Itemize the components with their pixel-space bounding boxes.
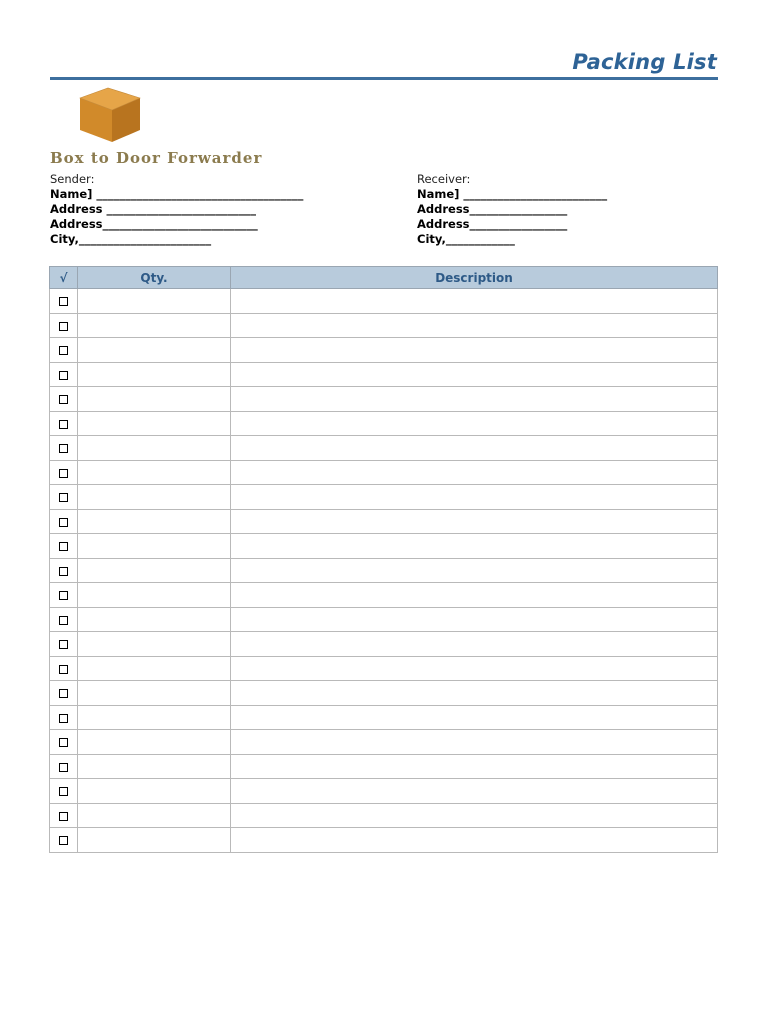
sender-heading: Sender:: [50, 172, 95, 186]
table-row: [50, 362, 718, 387]
qty-cell[interactable]: [78, 362, 231, 387]
description-cell[interactable]: [231, 607, 718, 632]
description-cell[interactable]: [231, 534, 718, 559]
table-row: [50, 656, 718, 681]
checkbox[interactable]: [59, 493, 68, 502]
description-cell[interactable]: [231, 656, 718, 681]
table-row: [50, 436, 718, 461]
description-cell[interactable]: [231, 828, 718, 853]
description-cell[interactable]: [231, 558, 718, 583]
checkbox[interactable]: [59, 395, 68, 404]
description-cell[interactable]: [231, 362, 718, 387]
table-row: [50, 779, 718, 804]
check-cell: [50, 583, 78, 608]
checkbox[interactable]: [59, 420, 68, 429]
table-row: [50, 338, 718, 363]
table-row: [50, 730, 718, 755]
qty-cell[interactable]: [78, 460, 231, 485]
description-cell[interactable]: [231, 387, 718, 412]
checkbox[interactable]: [59, 444, 68, 453]
qty-cell[interactable]: [78, 436, 231, 461]
description-cell[interactable]: [231, 730, 718, 755]
description-cell[interactable]: [231, 485, 718, 510]
checkbox[interactable]: [59, 371, 68, 380]
table-row: [50, 607, 718, 632]
checkbox[interactable]: [59, 542, 68, 551]
qty-cell[interactable]: [78, 607, 231, 632]
checkbox[interactable]: [59, 689, 68, 698]
description-cell[interactable]: [231, 583, 718, 608]
description-cell[interactable]: [231, 460, 718, 485]
sender-block: [50, 172, 303, 247]
check-cell: [50, 730, 78, 755]
qty-cell[interactable]: [78, 313, 231, 338]
qty-cell[interactable]: [78, 338, 231, 363]
checkbox[interactable]: [59, 836, 68, 845]
table-row: [50, 313, 718, 338]
description-cell[interactable]: [231, 509, 718, 534]
table-row: [50, 509, 718, 534]
check-cell: [50, 534, 78, 559]
receiver-block: [417, 172, 607, 247]
description-cell[interactable]: [231, 289, 718, 314]
checkbox[interactable]: [59, 616, 68, 625]
cardboard-box-icon: [78, 86, 142, 144]
description-cell[interactable]: [231, 436, 718, 461]
qty-cell[interactable]: [78, 583, 231, 608]
sender-address-field-2[interactable]: Address___________________________: [50, 217, 258, 231]
check-cell: [50, 313, 78, 338]
table-row: [50, 485, 718, 510]
sender-address-field-1[interactable]: Address __________________________: [50, 202, 257, 216]
page-title: Packing List: [572, 50, 717, 74]
check-cell: [50, 705, 78, 730]
check-cell: [50, 632, 78, 657]
qty-cell[interactable]: [78, 509, 231, 534]
qty-cell[interactable]: [78, 411, 231, 436]
check-cell: [50, 828, 78, 853]
sender-name-field[interactable]: Name] ____________________________________: [50, 187, 304, 201]
check-cell: [50, 607, 78, 632]
receiver-heading: Receiver:: [417, 172, 471, 186]
qty-cell[interactable]: [78, 387, 231, 412]
description-cell[interactable]: [231, 803, 718, 828]
check-cell: [50, 509, 78, 534]
description-cell[interactable]: [231, 338, 718, 363]
table-row: [50, 754, 718, 779]
table-row: [50, 558, 718, 583]
sender-city-field[interactable]: City,_______________________: [50, 232, 212, 246]
checkbox[interactable]: [59, 591, 68, 600]
table-row: [50, 460, 718, 485]
table-row: [50, 681, 718, 706]
checkbox[interactable]: [59, 714, 68, 723]
description-column-header: Description: [231, 267, 718, 289]
table-row: [50, 803, 718, 828]
receiver-city-field[interactable]: City,____________: [417, 232, 515, 246]
table-row: [50, 411, 718, 436]
checkbox[interactable]: [59, 812, 68, 821]
checkbox[interactable]: [59, 640, 68, 649]
description-cell[interactable]: [231, 681, 718, 706]
checkbox[interactable]: [59, 518, 68, 527]
qty-cell[interactable]: [78, 828, 231, 853]
check-cell: [50, 558, 78, 583]
qty-cell[interactable]: [78, 485, 231, 510]
check-column-header: √: [50, 267, 78, 289]
packing-table: [49, 266, 718, 853]
checkbox[interactable]: [59, 567, 68, 576]
table-row: [50, 583, 718, 608]
check-cell: [50, 754, 78, 779]
description-cell[interactable]: [231, 779, 718, 804]
checkbox[interactable]: [59, 738, 68, 747]
check-cell: [50, 681, 78, 706]
check-cell: [50, 289, 78, 314]
description-cell[interactable]: [231, 313, 718, 338]
checkbox[interactable]: [59, 469, 68, 478]
checkbox[interactable]: [59, 346, 68, 355]
check-cell: [50, 485, 78, 510]
check-cell: [50, 460, 78, 485]
qty-cell[interactable]: [78, 803, 231, 828]
qty-cell[interactable]: [78, 779, 231, 804]
qty-cell[interactable]: [78, 705, 231, 730]
checkbox[interactable]: [59, 665, 68, 674]
receiver-address-field-1[interactable]: Address_________________: [417, 202, 568, 216]
qty-cell[interactable]: [78, 558, 231, 583]
check-cell: [50, 338, 78, 363]
table-row: [50, 387, 718, 412]
description-cell[interactable]: [231, 411, 718, 436]
table-row: [50, 828, 718, 853]
table-row: [50, 632, 718, 657]
receiver-name-field[interactable]: Name] _________________________: [417, 187, 608, 201]
check-cell: [50, 411, 78, 436]
check-cell: [50, 436, 78, 461]
checkbox[interactable]: [59, 322, 68, 331]
checkbox[interactable]: [59, 763, 68, 772]
qty-cell[interactable]: [78, 289, 231, 314]
description-cell[interactable]: [231, 754, 718, 779]
description-cell[interactable]: [231, 632, 718, 657]
checkbox[interactable]: [59, 787, 68, 796]
receiver-address-field-2[interactable]: Address_________________: [417, 217, 568, 231]
check-cell: [50, 803, 78, 828]
company-name: Box to Door Forwarder: [50, 149, 263, 167]
check-cell: [50, 362, 78, 387]
qty-cell[interactable]: [78, 656, 231, 681]
check-cell: [50, 779, 78, 804]
table-header-row: [50, 267, 718, 289]
description-cell[interactable]: [231, 705, 718, 730]
qty-cell[interactable]: [78, 534, 231, 559]
qty-cell[interactable]: [78, 754, 231, 779]
check-cell: [50, 656, 78, 681]
checkbox[interactable]: [59, 297, 68, 306]
check-cell: [50, 387, 78, 412]
table-row: [50, 534, 718, 559]
qty-column-header: Qty.: [78, 267, 231, 289]
table-row: [50, 705, 718, 730]
qty-cell[interactable]: [78, 730, 231, 755]
title-divider: [50, 77, 718, 80]
qty-cell[interactable]: [78, 632, 231, 657]
table-row: [50, 289, 718, 314]
qty-cell[interactable]: [78, 681, 231, 706]
